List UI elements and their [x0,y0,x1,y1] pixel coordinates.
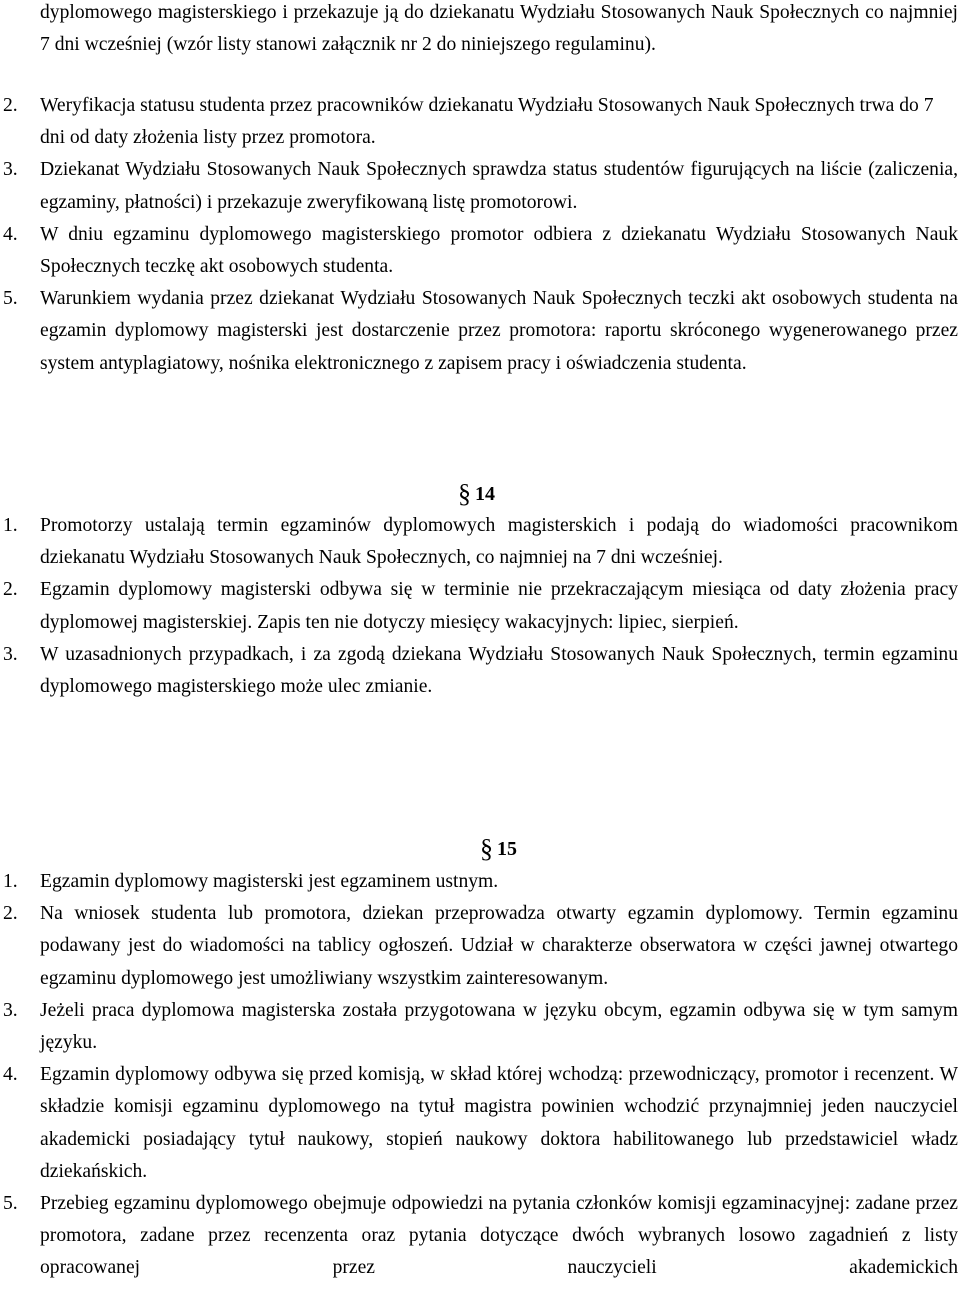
item-text: Egzamin dyplomowy magisterski jest egzaminem ustnym. [40,871,499,892]
list-item [0,154,960,218]
item-number: 2. [3,903,18,925]
list-item [0,898,960,995]
list-item [0,1059,960,1188]
list-item [0,510,960,574]
section-15-heading [480,833,517,865]
section-sign: § [480,834,493,863]
item-text: Egzamin dyplomowy odbywa się przed komisją, w skład której wchodzą: przewodniczący, promotor i recenzent. W składzie komisji egzaminu dyplomowego na tytuł magistra powinien wchodzić przynajmniej jeden nauczyciel akademicki posiadający tytuł naukowy, stopień naukowy doktora habilitowanego lub przedstawiciel władz dziekańskich. [40,1064,958,1182]
item-text: Na wniosek studenta lub promotora, dziekan przeprowadza otwarty egzamin dyplomowy. Termin egzaminu podawany jest do wiadomości na tablicy ogłoszeń. Udział w charakterze obserwatora w części jawnej otwartego egzaminu dyplomowego jest umożliwiany wszystkim zainteresowanym. [40,903,958,989]
section-13-items [0,90,960,380]
item-text: Promotorzy ustalają termin egzaminów dyplomowych magisterskich i podają do wiadomości pracownikom dziekanatu Wydziału Stosowanych Nauk Społecznych, co najmniej na 7 dni wcześniej. [40,515,958,569]
list-item [0,574,960,638]
item-number: 2. [3,579,18,601]
item-number: 5. [3,1193,18,1215]
item-number: 2. [3,95,18,116]
list-item [0,219,960,283]
list-item [0,639,960,703]
list-item [0,995,960,1059]
item-text: Dziekanat Wydziału Stosowanych Nauk Społecznych sprawdza status studentów figurujących na liście (zaliczenia, egzaminy, płatności) i przekazuje zweryfikowaną listę promotorowi. [40,159,958,213]
section-number: 15 [497,838,517,860]
item-number: 3. [3,999,18,1021]
list-item [0,866,960,898]
item-text: W uzasadnionych przypadkach, i za zgodą dziekana Wydziału Stosowanych Nauk Społecznych, termin egzaminu dyplomowego magisterskiego może ulec zmianie. [40,643,958,698]
item-text: Przebieg egzaminu dyplomowego obejmuje odpowiedzi na pytania członków komisji egzaminacyjnej: zadane przez promotora, zadane przez recenzenta oraz pytania dotyczące dwóch wybranych losowo zagadnień z listy opracowanej przez nauczycieli akademickich [40,1193,958,1279]
list-item [0,90,960,154]
item-number: 1. [3,515,18,536]
list-item [0,283,960,380]
item-number: 4. [3,1064,18,1086]
item-number: 4. [3,223,18,245]
item-text: W dniu egzaminu dyplomowego magisterskiego promotor odbiera z dziekanatu Wydziału Stosowanych Nauk Społecznych teczkę akt osobowych studenta. [40,223,958,278]
continuation-text: dyplomowego magisterskiego i przekazuje ją do dziekanatu Wydziału Stosowanych Nauk Społecznych co najmniej 7 dni wcześniej (wzór listy stanowi załącznik nr 2 do niniejszego regulaminu). [40,2,958,56]
item-text: Weryfikacja statusu studenta przez pracowników dziekanatu Wydziału Stosowanych Nauk Społecznych trwa do 7 dni od daty złożenia listy przez promotora. [40,95,934,149]
item-number: 5. [3,288,18,310]
item-number: 3. [3,643,18,665]
item-text: Egzamin dyplomowy magisterski odbywa się w terminie nie przekraczającym miesiąca od daty złożenia pracy dyplomowej magisterskiej. Zapis ten nie dotyczy miesięcy wakacyjnych: lipiec, sierpień. [40,579,958,633]
section-14-heading [458,478,495,510]
section-sign: § [458,479,471,508]
item-number: 3. [3,159,18,181]
item-number: 1. [3,871,18,892]
section-15-items [0,866,960,1285]
item-text: Warunkiem wydania przez dziekanat Wydziału Stosowanych Nauk Społecznych teczki akt osobowych studenta na egzamin dyplomowy magisterski jest dostarczenie przez promotora: raportu skróconego wygenerowanego przez system antyplagiatowy, nośnika elektronicznego z zapisem pracy i oświadczenia studenta. [40,288,958,374]
item-text: Jeżeli praca dyplomowa magisterska została przygotowana w języku obcym, egzamin odbywa się w tym samym języku. [40,999,958,1054]
continuation-block [0,0,960,61]
list-item [0,1188,960,1285]
section-number: 14 [475,483,495,505]
section-14-items [0,510,960,703]
